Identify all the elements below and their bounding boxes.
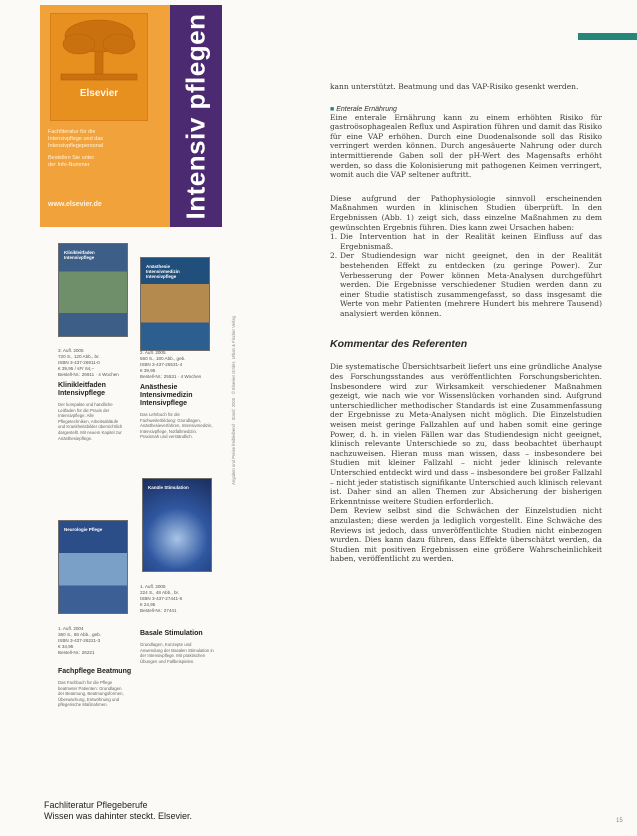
list-item (330, 251, 602, 318)
ad-credit (228, 245, 238, 555)
order-line: Bestell-Nr.: 26221 (58, 650, 95, 655)
meta-line: 1. Aufl. 2005 (140, 584, 166, 589)
order-line: Bestell-Nr.: 26911 · 4 Wochen (58, 372, 119, 377)
meta-line: € 39,95 (140, 368, 156, 373)
slogan-line: Wissen was dahinter steckt. Elsevier. (44, 811, 193, 821)
book-cover-fachpflege-beatmung[interactable] (58, 520, 128, 614)
ad-line: Fachliteratur für die (48, 129, 96, 135)
paragraph: Die systematische Übersichtsarbeit liefert uns eine gründliche Analyse des Forschungsstandes aus veröffentlichten Forschungsberichten. Insbesondere wird zur Wirksamkeit verschiedener Maßnahmen gezeigt, wie nach wie vor Wissenslücken vorhanden sind. Aufgrund unterschiedlicher methodischer Standards ist eine Zusammenfassung der Ergebnisse zu Meta-Analysen nicht möglich. Die Einzelstudien weisen meist geringe Fallzahlen auf und haben somit eine geringe Power, d. h. in vielen Fällen war das Studiendesign nicht geeignet, klinisch relevante Unterschiede so zu, dass beobachtet überhaupt nachzuweisen. Hieran muss man wissen, dass – insbesondere bei Studien mit kleiner Fallzahl – nicht jeder klinisch relevante Unterschied entdeckt wird und dass – insbesondere bei großer Fallzahl – nicht jeder statistisch signifikante Unterschied auch klinisch relevant ist. Daher sind an allen Themen zur Absicherung der bisherigen Erkenntnisse weitere Studien erforderlich. (330, 362, 602, 506)
book-description: Das Fachbuch für die Pflege beatmeter Patienten: Grundlagen der Beatmung, Beatmungsformen, Überwachung, Entwöhnung und pflegerische Maßnahmen. (58, 680, 124, 708)
ad-title-text: Intensiv pflegen (180, 13, 211, 219)
article-column (330, 82, 602, 564)
cover-title: Kanüle Stimulation (148, 485, 189, 490)
book-meta (140, 350, 215, 380)
ad-slogan (44, 800, 234, 822)
cover-title: Anästhesie Intensivmedizin Intensivpflege (146, 264, 180, 279)
list-text: Die Intervention hat in der Realität keinen Einfluss auf das Ergebnismaß. (340, 232, 602, 251)
book-title (58, 382, 133, 398)
book-cover-basale-stimulation[interactable] (142, 478, 212, 572)
logo-wordmark: Elsevier (79, 88, 119, 99)
ad-credit-text: Angaben und Preise freibleibend · Stand: 2005 · © Elsevier GmbH, Urban & Fischer Verlag (230, 315, 236, 485)
meta-line: 2. Aufl. 2005 (140, 350, 166, 355)
book-title-line: Intensivpflege (140, 400, 188, 407)
ad-line: Intensivpflegepersonal (48, 143, 104, 149)
page-number: 15 (616, 818, 623, 824)
order-line: Bestell-Nr.: 27441 (140, 608, 177, 613)
ad-copy (48, 129, 164, 169)
book-title (140, 384, 220, 408)
paragraph: Eine enterale Ernährung kann zu einem erhöhten Risiko für gastroösophagealen Reflux und Aspiration führen und damit das Risiko für eine VAP erhöhen. Durch eine Duodenalsonde soll das Risiko verringert werden können. Durch angesäuerte Nahrung oder durch intermittierende Gaben soll der pH-Wert des Magensafts erhöht werden, so dass die Kolonisierung mit pathogenen Keimen verringert, womit auch die VAP seltener auftritt. (330, 112, 602, 180)
meta-line: € 34,95 (58, 644, 74, 649)
subheading-text: Enterale Ernährung (336, 105, 397, 113)
book-meta (58, 348, 128, 378)
list-number: 1. (330, 232, 338, 242)
book-title-line: Anästhesie (140, 384, 178, 391)
book-description: Der kompakte und handliche Leitfaden für die Praxis der Intensivpflege. Alle Pflegetechniken, Arbeitsabläufe und Krankheitsbilder übersichtlich dargestellt. Mit neuem Kapitel zur Anästhesiepflege. (58, 402, 123, 441)
meta-line: € 39,95 / sFr 64,– (58, 366, 95, 371)
book-cover-anaesthesie[interactable] (140, 257, 210, 351)
book-description: Das Lehrbuch für die Fachweiterbildung: Grundlagen, Anästhesieverfahren, Intensivmedizin, Intensivpflege, Notfallmedizin. Praxisnah und verständlich. (140, 412, 213, 440)
paragraph: Diese aufgrund der Pathophysiologie sinnvoll erscheinenden Maßnahmen wurden in klinischen Studien überprüft. In den Ergebnissen (Abb. 1) zeigt sich, dass einzelne Maßnahmen zu dem gewünschten Ergebnis führen. Dies kann zwei Ursachen haben: (330, 193, 602, 232)
ad-line: Intensivpflege und das (48, 136, 104, 142)
book-title: Basale Stimulation (140, 630, 203, 637)
ad-panel (40, 5, 170, 227)
book-title-line: Klinikleitfaden (58, 382, 106, 389)
book-title-line: Intensivmedizin (140, 392, 193, 399)
bullet-icon: ■ (330, 105, 335, 113)
meta-line: 360 S., 86 Abb., geb. (58, 632, 101, 637)
book-cover-klinikleitfaden[interactable] (58, 243, 128, 337)
list-item (330, 232, 602, 251)
book-meta (58, 626, 133, 656)
subheading (330, 106, 602, 113)
list-number: 2. (330, 251, 338, 261)
meta-line: 3. Aufl. 2005 (58, 348, 84, 353)
meta-line: ISBN 3-437-26221-3 (58, 638, 101, 643)
slogan-line: Fachliteratur Pflegeberufe (44, 800, 148, 810)
order-line: Bestell-Nr.: 25531 · 4 Wochen (140, 374, 202, 379)
ad-line: der Info-Nummer (48, 162, 90, 168)
book-title: Fachpflege Beatmung (58, 668, 132, 675)
meta-line: ISBN 3-437-27441-6 (140, 596, 183, 601)
meta-line: 224 S., 48 Abb., br. (140, 590, 180, 595)
ad-url-link[interactable]: www.elsevier.de (48, 201, 102, 208)
cover-title: Klinikleitfaden Intensivpflege (64, 250, 95, 260)
elsevier-logo (50, 13, 148, 121)
book-description: Grundlagen, Konzepte und Anwendung der Basalen Stimulation in der Intensivpflege. Mit praktischen Übungen und Fallbeispielen. (140, 642, 214, 664)
meta-line: € 24,95 (140, 602, 156, 607)
paragraph: Dem Review selbst sind die Schwächen der Einzelstudien nicht anzulasten; diese werden ja lediglich vorgestellt. Eine Schwäche des Reviews ist jedoch, dass unveröffentlichte Studien nicht einbezogen wurden. Dies kann dazu führen, dass Effekte überschätzt werden, da Studien mit positiven Ergebnissen eine größere Wahrscheinlichkeit haben, veröffentlicht zu werden. (330, 506, 602, 564)
book-title-line: Intensivpflege (58, 390, 106, 397)
ad-vertical-title (170, 5, 222, 227)
meta-line: 1. Aufl. 2004 (58, 626, 84, 631)
section-marker-bar (578, 33, 637, 40)
meta-line: ISBN 3-437-25531-4 (140, 362, 183, 367)
list-text: Der Studiendesign war nicht geeignet, den in der Realität bestehenden Effekt zu entdecken (zu geringe Power). Zur Verbesserung der Power können Meta-Analysen durchgeführt werden. Die Ergebnisse verschiedener Studien werden dann zu einer Studie statistisch zusammengefasst, so dass insgesamt die Werte von mehr Patienten (mehrere Hundert bis mehrere Tausend) analysiert werden können. (340, 251, 602, 318)
meta-line: 560 S., 180 Abb., geb. (140, 356, 186, 361)
tree-logo-icon (51, 14, 147, 84)
section-heading: Kommentar des Referenten (330, 338, 468, 351)
meta-line: 720 S., 120 Abb., br. (58, 354, 100, 359)
book-meta (140, 584, 215, 614)
ad-line: Bestellen Sie unter (48, 155, 95, 161)
meta-line: ISBN 3-437-26911-0 (58, 360, 100, 365)
intro-paragraph: kann unterstützt. Beatmung und das VAP-Risiko gesenkt werden. (330, 82, 579, 91)
cover-title: Neurologie Pflege (64, 527, 103, 532)
